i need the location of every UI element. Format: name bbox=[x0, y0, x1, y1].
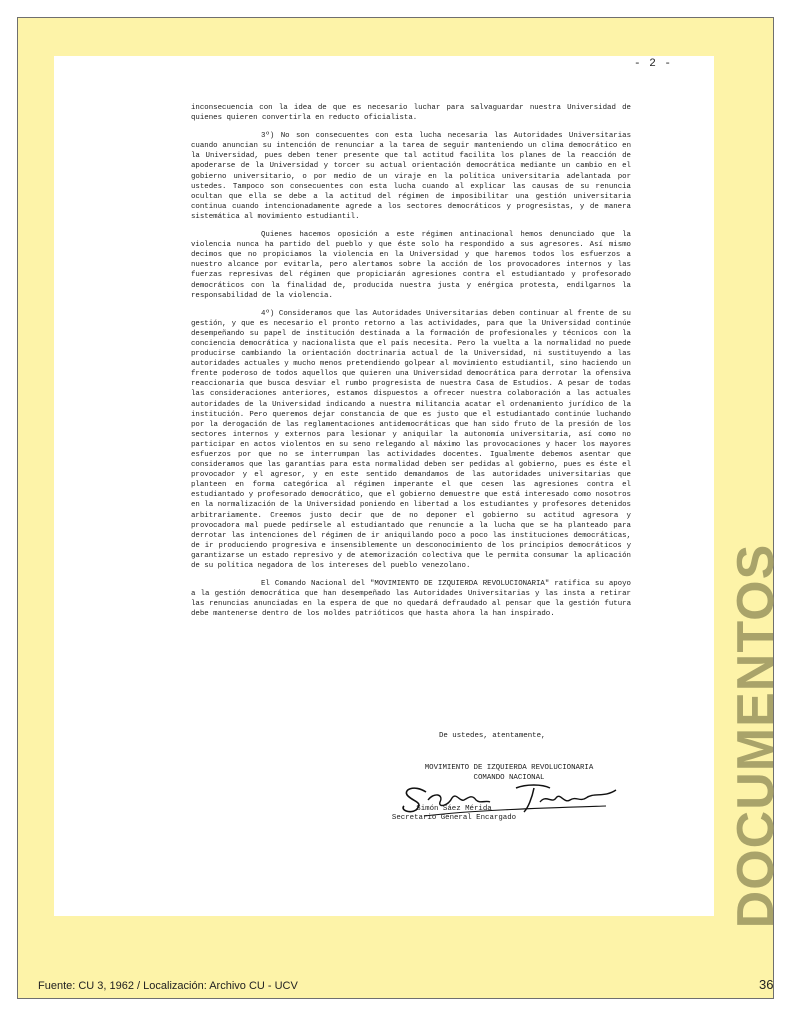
paragraph-point-3: 3º) No son consecuentes con esta lucha necesaria las Autoridades Universitarias cuando anuncian su intención de renunciar a la tarea de seguir manteniendo un clima democrático en la Universidad, pues deben tener presente que tal actitud facilita los planes de la reacción de apoderarse de la Universidad y torcer su actual orientación democrática mediante un cambio en el gobierno universitario, o por medio de un viraje en la política universitaria adelantada por ustedes. Tampoco son consecuentes con esta lucha cuando al explicar las causas de su renuncia ocultan que ella se debe a la actitud del régimen de imposibilitar una gestión universitaria continua cuando intencionadamente agrede a los sectores democráticos y progresistas, y de manera sistemática al movimiento estudiantil. bbox=[191, 132, 631, 221]
document-body bbox=[191, 103, 631, 628]
document-page-marker: - 2 - bbox=[634, 58, 673, 70]
page-frame bbox=[17, 17, 785, 999]
organization-unit: COMANDO NACIONAL bbox=[473, 774, 545, 782]
scanned-document bbox=[54, 56, 714, 916]
section-side-label bbox=[726, 538, 786, 933]
paragraph-opposition: Quienes hacemos oposición a este régimen antinacional hemos denunciado que la violencia nunca ha partido del pueblo y que éste solo ha respondido a sus agresores. Así mismo decimos que no propiciamos la violencia en la Universidad y que haremos todos los esfuerzos a nuestro alcance por evitarla, pero alertamos sobre la acción de los provocadores internos y las fuerzas represivas del régimen que propiciarán agresiones contra el estudiantado y profesorado democráticos con la finalidad de, producida nuestra justa y enérgica protesta, endilgarnos la responsabilidad de la violencia. bbox=[191, 231, 631, 300]
signer-block bbox=[354, 805, 554, 823]
organization-name: MOVIMIENTO DE IZQUIERDA REVOLUCIONARIA bbox=[424, 764, 594, 772]
signer-name: Simón Sáez Mérida bbox=[416, 805, 492, 813]
section-side-label-text: DOCUMENTOS bbox=[727, 543, 785, 928]
paragraph-point-4: 4º) Consideramos que las Autoridades Universitarias deben continuar al frente de su gestión, y que es necesario el pronto retorno a las actividades, para que la Universidad continúe desempeñando su papel de institución destinada a la formación de profesionales y técnicos con la conciencia democrática y nacionalista que el país necesita. Pero la vuelta a la normalidad no puede producirse cambiando la orientación doctrinaria actual de la Universidad, ni sustituyendo a las autoridades actuales y mucho menos pretendiendo golpear al movimiento estudiantil, sino haciendo un frente poderoso de todos aquellos que quieren una Universidad democrática para derrotar la ofensiva reaccionaria que busca desviar el rumbo progresista de nuestra Casa de Estudios. A pesar de todas las consideraciones anteriores, estamos dispuestos a ofrecer nuestra colaboración a las actuales autoridades de la Universidad indicando a nuestra militancia acatar el ordenamiento jurídico de la institución. Pero queremos dejar constancia de que es justo que el estudiantado continúe luchando por la derogación de las reglamentaciones antidemocráticas que han sido fruto de la presión de los sectores internos y externos para lesionar y aniquilar la autonomía universitaria, así como no participar en actos violentos en su seno relegando al máximo las provocaciones y hacer los mayores esfuerzos por que no se interrumpan las actividades docentes. Igualmente debemos asentar que consideramos que las garantías para esta normalidad deben ser pedidas al gobierno, pues es éste el provocador y el agresor, y en este sentido demandamos de las autoridades universitarias que planteen en forma categórica al régimen imperante el que cesen las agresiones contra el estudiantado y profesorado democrático, que el gobierno demuestre que está interesado como nosotros en la normalización de la Universidad poniendo en libertad a los estudiantes y profesores detenidos arbitrariamente. Creemos justo decir que de no deponer el gobierno su actitud agresora y provocadora mal puede pedírsele al estudiantado que renuncie a la lucha que se ha planteado para derrotar las intenciones del régimen de ir aniquilando poco a poco las instituciones democráticas, de ir produciendo progresiva e insensiblemente un desconocimiento de los principios democráticos y garantizarse un estado represivo y de atemorización colectiva que le permita consumar la aplicación de su política negadora de los intereses del pueblo venezolano. bbox=[191, 309, 631, 571]
paragraph-intro: inconsecuencia con la idea de que es necesario luchar para salvaguardar nuestra Universidad de quienes quieren convertirla en reducto oficialista. bbox=[191, 104, 631, 123]
footer-source: Fuente: CU 3, 1962 / Localización: Archivo CU - UCV bbox=[38, 980, 298, 992]
footer-page-number: 36 bbox=[759, 977, 774, 992]
closing-salutation: De ustedes, atentamente, bbox=[439, 732, 546, 740]
paragraph-comando-nacional: El Comando Nacional del "MOVIMIENTO DE IZQUIERDA REVOLUCIONARIA" ratifica su apoyo a la gestión democrática que han desempeñado las Autoridades Universitarias y las insta a retirar las renuncias anunciadas en la espera de que no quedará defraudado al pensar que la gestión futura debe mantenerse dentro de los moldes patrióticos que hasta ahora la han inspirado. bbox=[191, 580, 631, 619]
signer-title: Secretario General Encargado bbox=[391, 814, 517, 822]
